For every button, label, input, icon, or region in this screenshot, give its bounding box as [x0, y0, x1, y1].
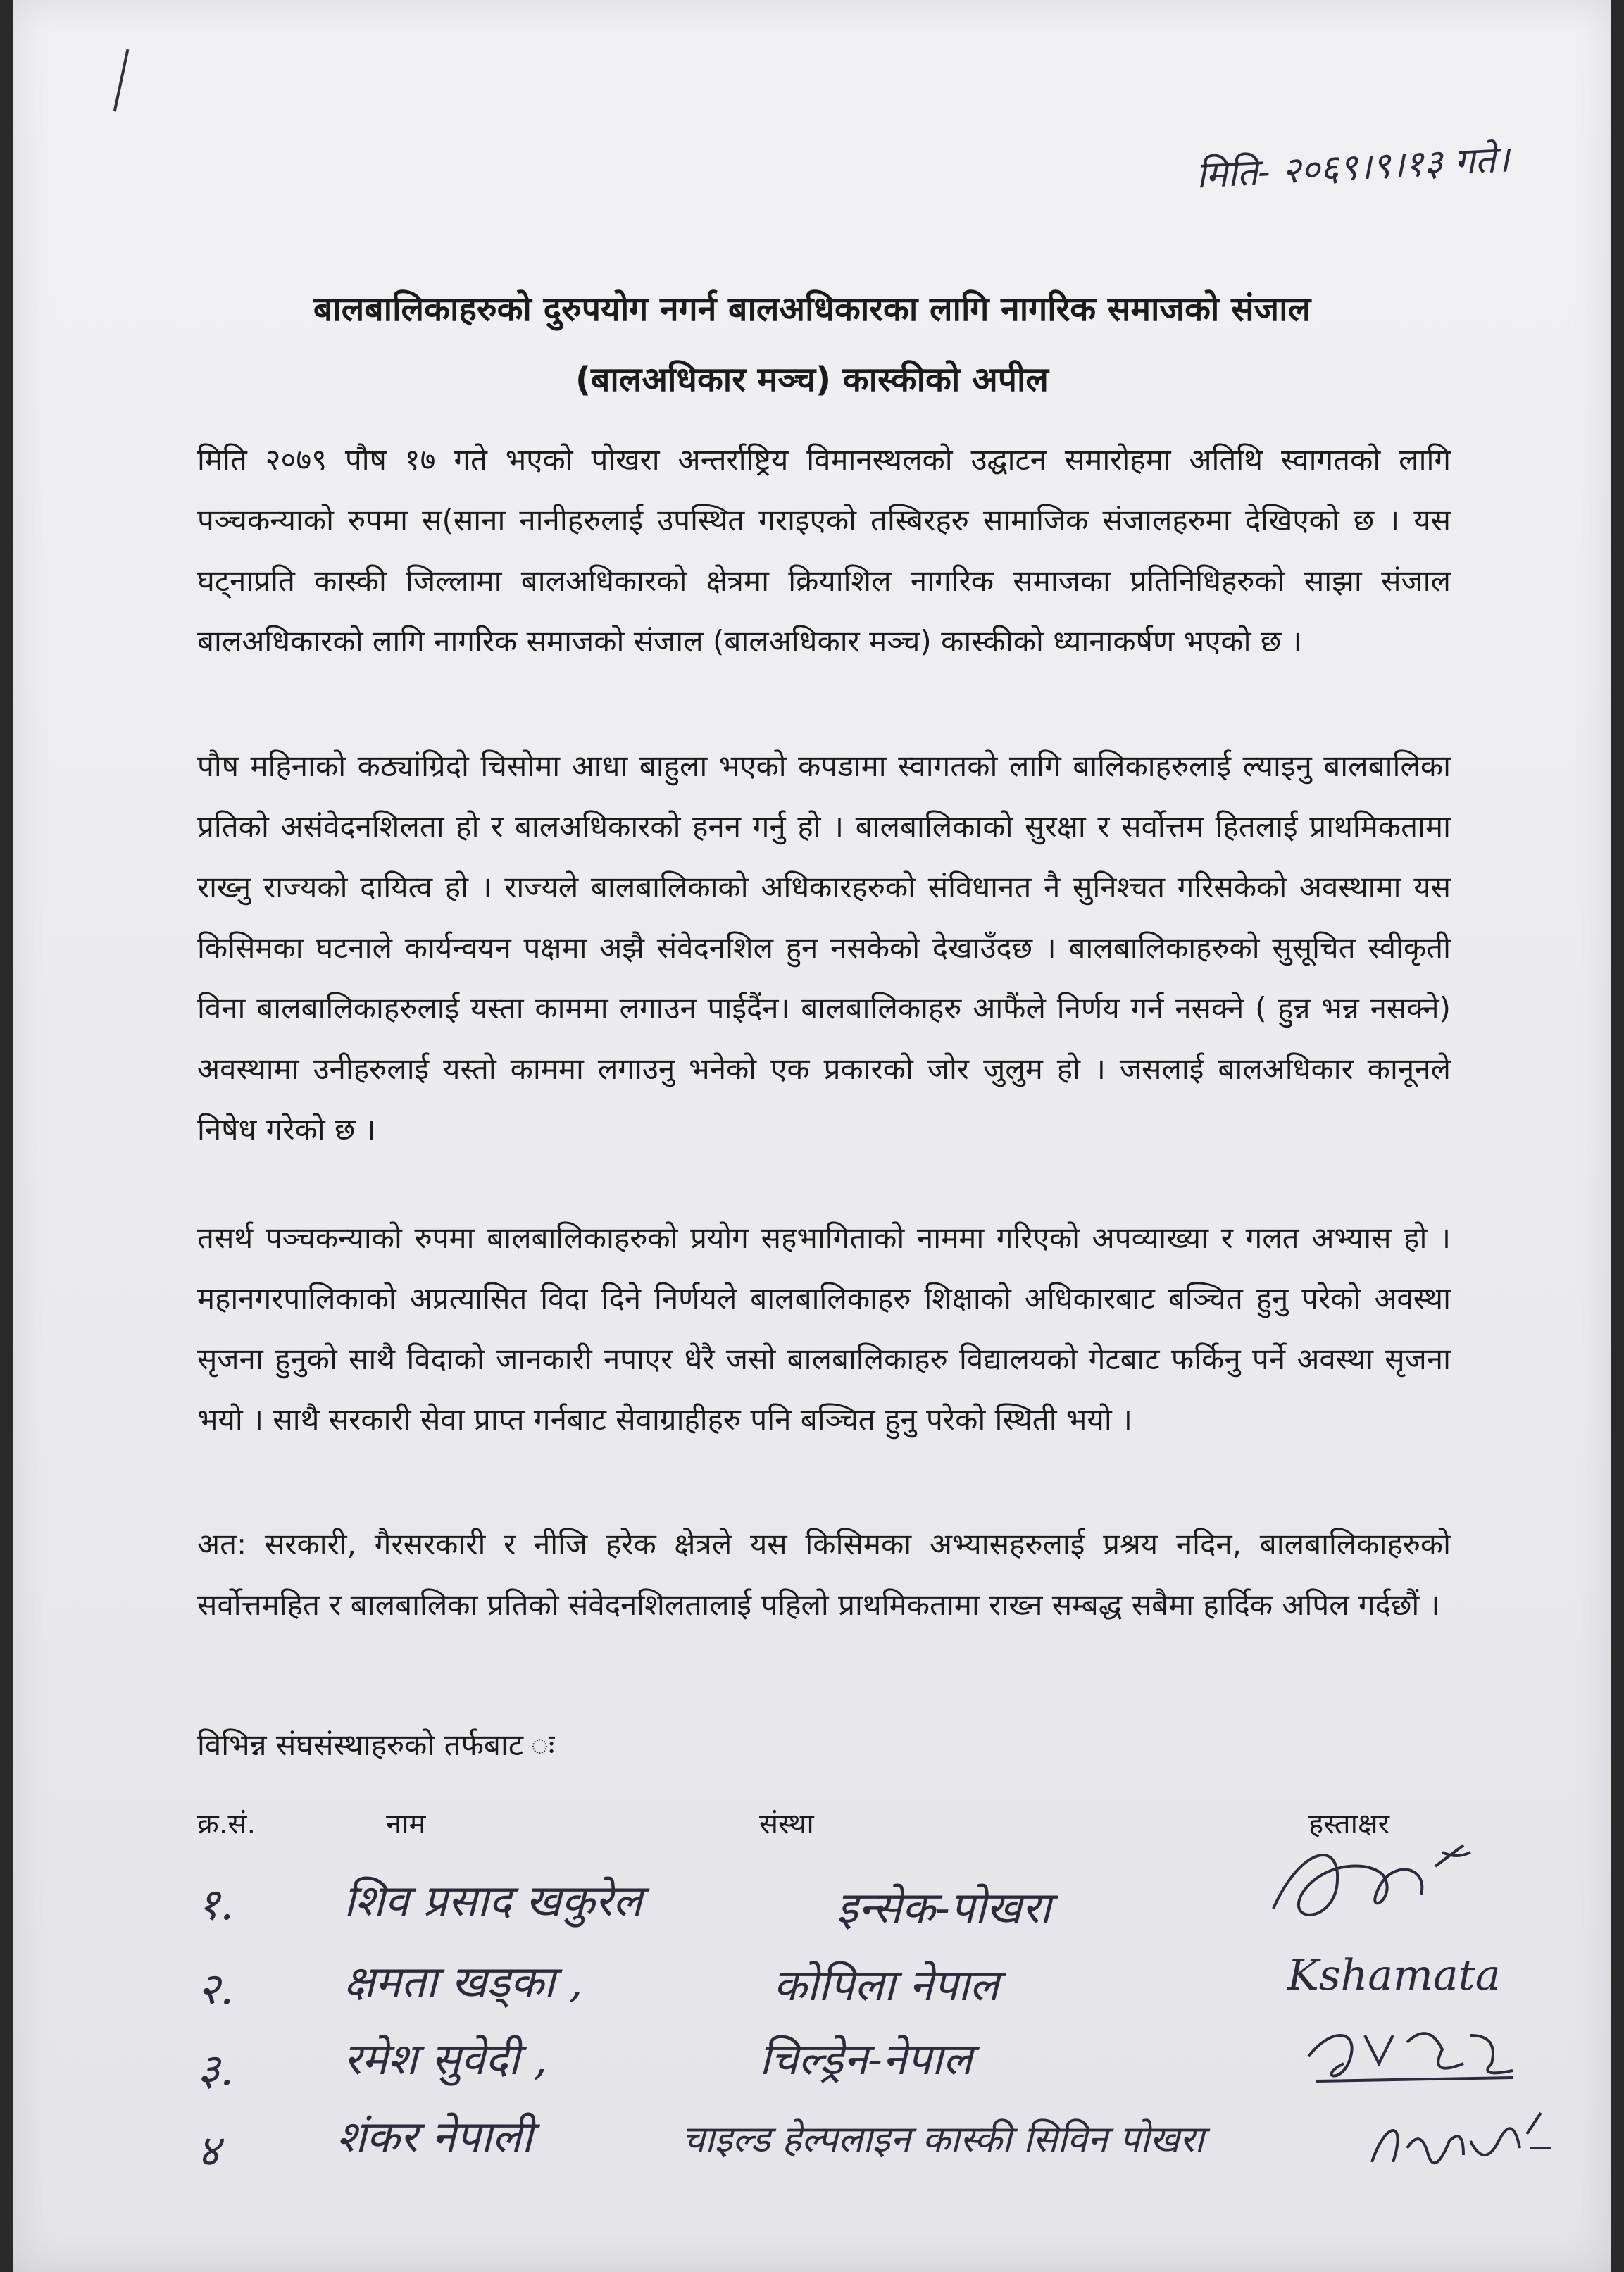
signature-scribble	[1301, 2014, 1534, 2092]
row-name: शिव प्रसाद खकुरेल	[344, 1875, 643, 1926]
paragraph-2: पौष महिनाको कठ्यांग्रिदो चिसोमा आधा बाहुला भएको कपडामा स्वागतको लागि बालिकाहरुलाई ल्याइनु बालबालिका प्रतिको असंवेदनशिलता हो र बालअधिकारको हनन गर्नु हो । बालबालिकाको सुरक्षा र सर्वोत्तम हितलाई प्राथमिकतामा राख्नु राज्यको दायित्व हो । राज्यले बालबालिकाको अधिकारहरुको संविधानत नै सुनिश्चत गरिसकेको अवस्थामा यस किसिमका घटनाले कार्यन्वयन पक्षमा अझै संवेदनशिल हुन नसकेको देखाउँदछ । बालबालिकाहरुको सुसूचित स्वीकृती विना बालबालिकाहरुलाई यस्ता काममा लगाउन पाईदैंन। बालबालिकाहरु आफैंले निर्णय गर्न नसक्ने ( हुन्न भन्न नसक्ने) अवस्थामा उनीहरुलाई यस्तो काममा लगाउनु भनेको एक प्रकारको जोर जुलुम हो । जसलाई बालअधिकार कानूनले निषेध गरेको छ ।	[197, 749, 1451, 1147]
signature-scribble	[1365, 2106, 1562, 2183]
paragraph-3: तसर्थ पञ्चकन्याको रुपमा बालबालिकाहरुको प्रयोग सहभागिताको नाममा गरिएको अपव्याख्या र गलत अभ्यास हो । महानगरपालिकाको अप्रत्यासित विदा दिने निर्णयले बालबालिकाहरु शिक्षाको अधिकारबाट बञ्चित हुनु परेको अवस्था सृजना हुनुको साथै विदाको जानकारी नपाएर धेरै जसो बालबालिकाहरु विद्यालयको गेटबाट फर्किनु पर्ने अवस्था सृजना भयो । साथै सरकारी सेवा प्राप्त गर्नबाट सेवाग्राहीहरु पनि बञ्चित हुनु परेको स्थिती भयो ।	[197, 1221, 1451, 1437]
handwritten-date: मिति- २०६९।९।१३ गते।	[1194, 138, 1511, 197]
title-line-1: बालबालिकाहरुको दुरुपयोग नगर्न बालअधिकारका लागि नागरिक समाजको संजाल	[313, 289, 1311, 329]
row-serial: ३.	[197, 2044, 234, 2095]
header-serial: क्र.सं.	[197, 1808, 256, 1840]
row-serial: १.	[197, 1878, 234, 1930]
signature: Kshamata	[1287, 1951, 1501, 2000]
row-name: रमेश सुवेदी ,	[344, 2033, 548, 2085]
title-line-2: (बालअधिकार मञ्च) कास्कीको अपील	[575, 360, 1049, 399]
paragraph-4: अत: सरकारी, गैरसरकारी र नीजि हरेक क्षेत्रले यस किसिमका अभ्यासहरुलाई प्रश्रय नदिन, बालबालिकाहरुको सर्वोत्तमहित र बालबालिका प्रतिको संवेदनशिलतालाई पहिलो प्राथमिकतामा राख्न सम्बद्ध सबैमा हार्दिक अपिल गर्दछौं ।	[197, 1527, 1451, 1622]
row-serial: २.	[197, 1963, 234, 2014]
row-organization: चाइल्ड हेल्पलाइन कास्की सिविन पोखरा	[682, 2118, 1204, 2161]
header-name: नाम	[386, 1808, 426, 1840]
header-organization: संस्था	[759, 1808, 814, 1840]
pen-mark	[113, 49, 135, 113]
document-page	[13, 0, 1611, 2272]
row-name: शंकर नेपाली	[337, 2111, 533, 2162]
byline: विभिन्न संघसंस्थाहरुको तर्फबाट ः	[197, 1728, 555, 1762]
row-serial: ४	[197, 2125, 220, 2176]
paragraph-1: मिति २०७९ पौष १७ गते भएको पोखरा अन्तर्राष्ट्रिय विमानस्थलको उद्घाटन समारोहमा अतिथि स्वागतको लागि पञ्चकन्याको रुपमा स(साना नानीहरुलाई उपस्थित गराइएको तस्बिरहरु सामाजिक संजालहरुमा देखिएको छ । यस घट्नाप्रति कास्की जिल्लामा बालअधिकारको क्षेत्रमा क्रियाशिल नागरिक समाजका प्रतिनिधिहरुको साझा संजाल बालअधिकारको लागि नागरिक समाजको संजाल (बालअधिकार मञ्च) कास्कीको ध्यानाकर्षण भएको छ ।	[197, 442, 1451, 658]
signature-scribble	[1259, 1831, 1492, 1937]
row-organization: चिल्ड्रेन-नेपाल	[759, 2033, 973, 2085]
row-organization: कोपिला नेपाल	[773, 1959, 999, 2011]
header-signature: हस्ताक्षर	[1308, 1808, 1389, 1840]
row-organization: इन्सेक-पोखरा	[837, 1882, 1051, 1933]
row-name: क्षमता खड्का ,	[344, 1956, 583, 2007]
